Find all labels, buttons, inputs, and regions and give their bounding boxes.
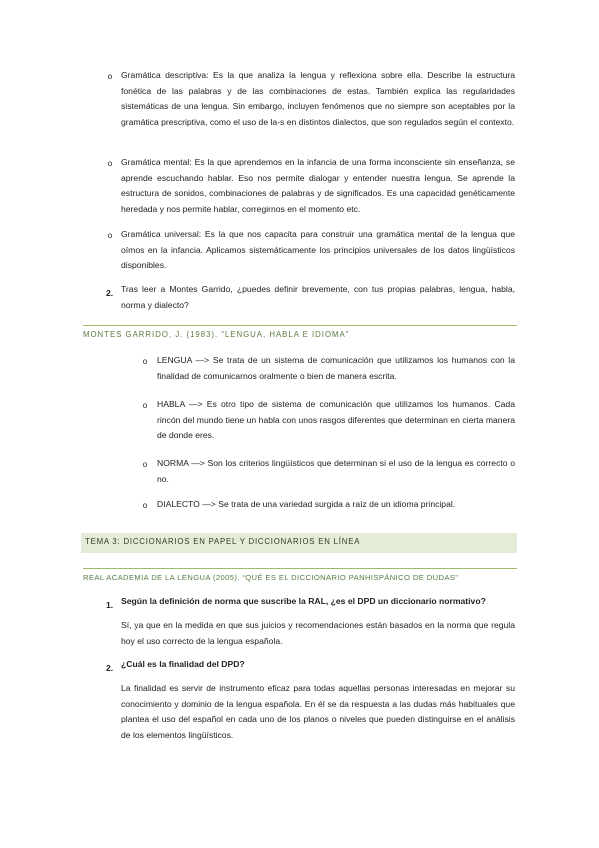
list-bullet: o	[107, 231, 113, 240]
list-bullet: o	[142, 401, 148, 410]
list-item: Gramática universal: Es la que nos capacita para construir una gramática mental de la lengua que oímos en la infancia. Aplicamos sistemáticamente los principios universales de los datos lingüísticos disponibles.	[121, 229, 515, 271]
definition-item: HABLA —> Es otro tipo de sistema de comunicación que utilizamos los humanos. Cada rincón del mundo tiene un habla con unos rasgos diferentes que determinan en cierta manera de donde eres.	[157, 399, 515, 441]
list-bullet: o	[142, 501, 148, 510]
list-item: Gramática mental: Es la que aprendemos en la infancia de una forma inconsciente sin enseñanza, se aprende escuchando hablar. Eso nos permite dialogar y entender nuestra lengua. Se aprende la estructura de sonidos, combinaciones de palabras y de significados. Es una capacidad genéticamente heredada y nos permite hablar, corregirnos en el momento etc.	[121, 157, 515, 214]
list-bullet: o	[142, 357, 148, 366]
question-number: 1.	[106, 600, 114, 610]
answer-text: La finalidad es servir de instrumento eficaz para todas aquellas personas interesadas en mejorar su conocimiento y dominio de la lengua española. En él se da respuesta a las dudas más habituales que plantea el uso del español en cada uno de los planos o niveles que pueden distinguirse en el análisis de los elementos lingüísticos.	[121, 683, 515, 740]
heading-rule	[83, 325, 517, 326]
list-bullet: o	[107, 159, 113, 168]
question-number: 2.	[106, 663, 114, 673]
answer-text: Sí, ya que en la medida en que sus juicios y recomendaciones están basados en la norma que regula hoy el uso correcto de la lengua española.	[121, 620, 515, 646]
question-text: ¿Cuál es la finalidad del DPD?	[121, 659, 245, 669]
section-heading: MONTES GARRIDO, J. (1983). “LENGUA, HABLA E IDIOMA”	[83, 330, 350, 339]
list-bullet: o	[142, 460, 148, 469]
list-bullet: o	[107, 72, 113, 81]
definition-item: LENGUA —> Se trata de un sistema de comunicación que utilizamos los humanos con la finalidad de comunicarnos oralmente o bien de manera escrita.	[157, 355, 515, 381]
section-heading: REAL ACADEMIA DE LA LENGUA (2005). “QUÉ ES EL DICCIONARIO PANHISPÁNICO DE DUDAS”	[83, 573, 459, 582]
definition-item: DIALECTO —> Se trata de una variedad surgida a raíz de un idioma principal.	[157, 499, 456, 509]
question-text: Tras leer a Montes Garrido, ¿puedes definir brevemente, con tus propias palabras, lengua, habla, norma y dialecto?	[121, 284, 515, 310]
topic-band: TEMA 3: DICCIONARIOS EN PAPEL Y DICCIONARIOS EN LÍNEA	[81, 533, 517, 553]
definition-item: NORMA —> Son los criterios lingüísticos que determinan si el uso de la lengua es correcto o no.	[157, 458, 515, 484]
list-item: Gramática descriptiva: Es la que analiza la lengua y reflexiona sobre ella. Describe la estructura fonética de las palabras y de las combinaciones de estas. También explica las regularidades sistemáticas de una lengua. Sin embargo, incluyen fenómenos que no siempre son aceptables por la gramática prescriptiva, como el uso de la-s en distintos dialectos, que son regulados según el contexto.	[121, 70, 515, 127]
question-text: Según la definición de norma que suscribe la RAL, ¿es el DPD un diccionario normativo?	[121, 596, 486, 606]
question-number: 2.	[106, 288, 114, 298]
heading-rule	[83, 568, 517, 569]
